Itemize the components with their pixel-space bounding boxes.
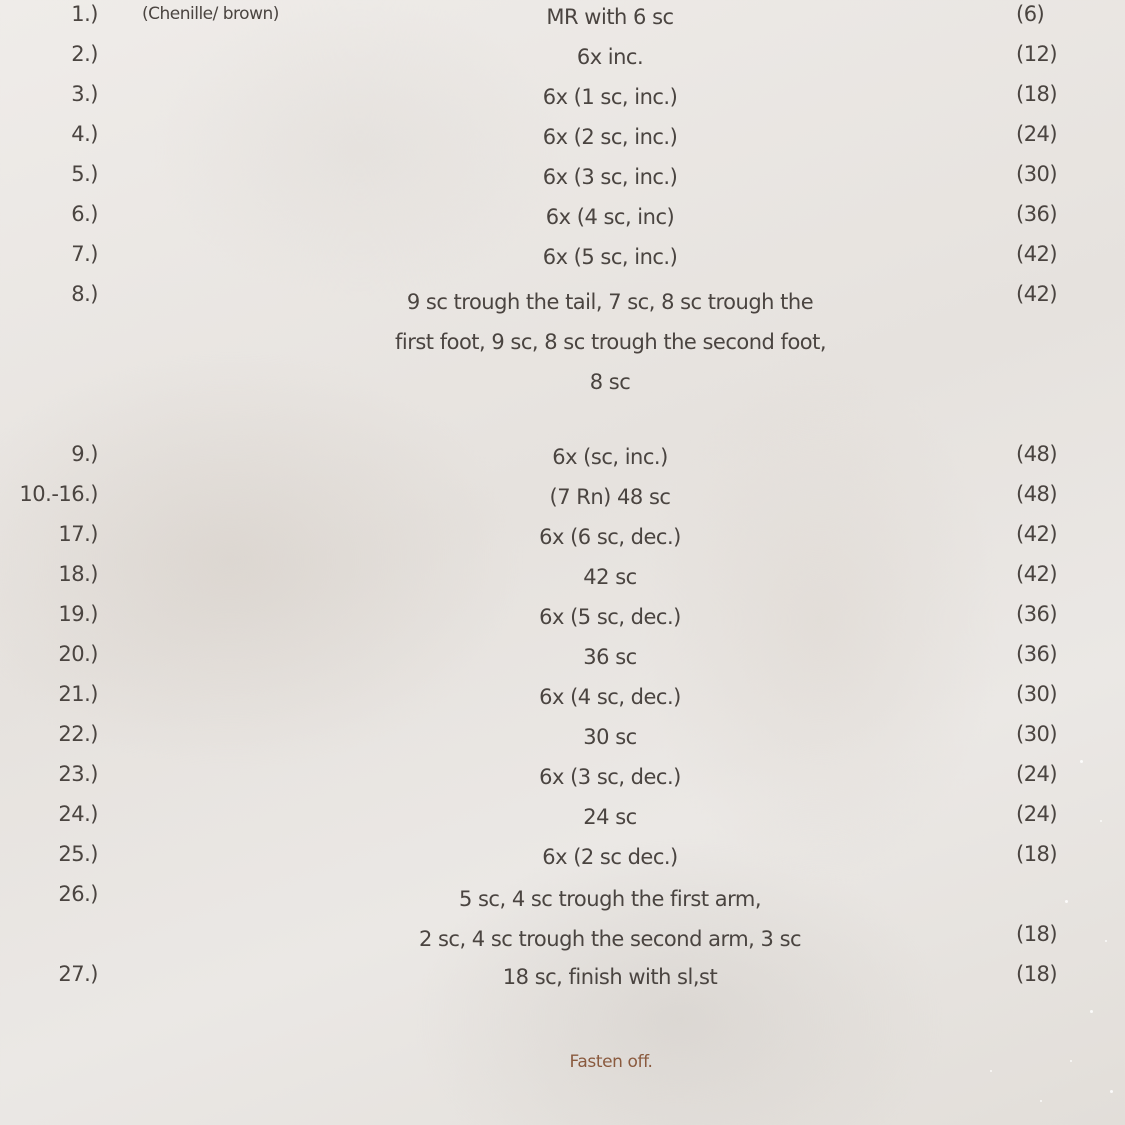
row-number: 7.) xyxy=(71,242,98,266)
pattern-row-6 xyxy=(0,202,1125,242)
row-number: 20.) xyxy=(58,642,98,666)
row-instruction: 6x (3 sc, dec.) xyxy=(539,765,681,789)
row-number: 4.) xyxy=(71,122,98,146)
pattern-row-7 xyxy=(0,242,1125,282)
stitch-count: (42) xyxy=(1016,282,1058,306)
row-number: 21.) xyxy=(58,682,98,706)
row-number: 8.) xyxy=(71,282,98,306)
pattern-row-23 xyxy=(0,762,1125,802)
pattern-row-18 xyxy=(0,562,1125,602)
pattern-row-17 xyxy=(0,522,1125,562)
stitch-count: (36) xyxy=(1016,642,1058,666)
row-instruction: 6x (4 sc, inc) xyxy=(545,205,675,229)
row-number: 25.) xyxy=(58,842,98,866)
pattern-row-3 xyxy=(0,82,1125,122)
row-number: 1.) xyxy=(71,2,98,26)
row-instruction: 6x (5 sc, dec.) xyxy=(539,605,681,629)
row-instruction-line: 5 sc, 4 sc trough the first arm, xyxy=(458,887,762,911)
stitch-count: (18) xyxy=(1016,82,1058,106)
stitch-count: (30) xyxy=(1016,722,1058,746)
row-number: 22.) xyxy=(58,722,98,746)
stitch-count: (30) xyxy=(1016,682,1058,706)
row-instruction: 42 sc xyxy=(583,565,637,589)
stitch-count: (30) xyxy=(1016,162,1058,186)
pattern-row-4 xyxy=(0,122,1125,162)
stitch-count: (24) xyxy=(1016,802,1058,826)
pattern-row-22 xyxy=(0,722,1125,762)
pattern-row-1 xyxy=(0,2,1125,42)
stitch-count: (42) xyxy=(1016,562,1058,586)
row-instruction: 6x (6 sc, dec.) xyxy=(539,525,681,549)
pattern-row-26 xyxy=(0,882,1125,962)
stitch-count: (24) xyxy=(1016,122,1058,146)
pattern-row-21 xyxy=(0,682,1125,722)
stitch-count: (42) xyxy=(1016,522,1058,546)
stitch-count: (18) xyxy=(1016,962,1058,986)
row-instruction: 6x (sc, inc.) xyxy=(552,445,668,469)
row-number: 5.) xyxy=(71,162,98,186)
stitch-count: (48) xyxy=(1016,482,1058,506)
row-instruction: 6x (3 sc, inc.) xyxy=(542,165,678,189)
row-instruction: 6x (5 sc, inc.) xyxy=(542,245,678,269)
pattern-row-9 xyxy=(0,442,1125,482)
stitch-count: (42) xyxy=(1016,242,1058,266)
row-number: 27.) xyxy=(58,962,98,986)
stitch-count: (6) xyxy=(1016,2,1045,26)
pattern-row-10-16 xyxy=(0,482,1125,522)
row-instruction-line: 2 sc, 4 sc trough the second arm, 3 sc xyxy=(418,927,802,951)
pattern-row-25 xyxy=(0,842,1125,882)
row-number: 10.-16.) xyxy=(19,482,98,506)
pattern-row-8 xyxy=(0,282,1125,402)
row-instruction: 30 sc xyxy=(583,725,637,749)
row-instruction: 6x (2 sc, inc.) xyxy=(542,125,678,149)
row-instruction-line: 8 sc xyxy=(589,370,631,394)
stitch-count: (24) xyxy=(1016,762,1058,786)
row-number: 17.) xyxy=(58,522,98,546)
row-number: 18.) xyxy=(58,562,98,586)
row-instruction: 6x inc. xyxy=(576,45,644,69)
yarn-note: (Chenille/ brown) xyxy=(142,4,279,24)
stitch-count: (36) xyxy=(1016,602,1058,626)
row-instruction-line: first foot, 9 sc, 8 sc trough the second foot, xyxy=(395,330,827,354)
row-instruction: 24 sc xyxy=(583,805,637,829)
row-number: 2.) xyxy=(71,42,98,66)
row-number: 26.) xyxy=(58,882,98,906)
pattern-row-2 xyxy=(0,42,1125,82)
row-number: 23.) xyxy=(58,762,98,786)
row-number: 3.) xyxy=(71,82,98,106)
row-instruction: 6x (4 sc, dec.) xyxy=(539,685,681,709)
row-instruction: 36 sc xyxy=(583,645,637,669)
row-instruction-line: 9 sc trough the tail, 7 sc, 8 sc trough the xyxy=(406,290,814,314)
row-instruction: 18 sc, finish with sl,st xyxy=(502,965,718,989)
pattern-row-24 xyxy=(0,802,1125,842)
fasten-off-note: Fasten off. xyxy=(569,1052,653,1072)
stitch-count: (18) xyxy=(1016,922,1058,946)
stitch-count: (12) xyxy=(1016,42,1058,66)
row-instruction: 6x (2 sc dec.) xyxy=(542,845,678,869)
row-number: 6.) xyxy=(71,202,98,226)
row-instruction: MR with 6 sc xyxy=(546,5,674,29)
stitch-count: (48) xyxy=(1016,442,1058,466)
row-instruction: 6x (1 sc, inc.) xyxy=(542,85,678,109)
pattern-row-19 xyxy=(0,602,1125,642)
row-number: 9.) xyxy=(71,442,98,466)
row-number: 24.) xyxy=(58,802,98,826)
stitch-count: (36) xyxy=(1016,202,1058,226)
row-instruction: (7 Rn) 48 sc xyxy=(549,485,671,509)
stitch-count: (18) xyxy=(1016,842,1058,866)
row-number: 19.) xyxy=(58,602,98,626)
pattern-row-5 xyxy=(0,162,1125,202)
pattern-row-27 xyxy=(0,962,1125,1002)
pattern-row-20 xyxy=(0,642,1125,682)
